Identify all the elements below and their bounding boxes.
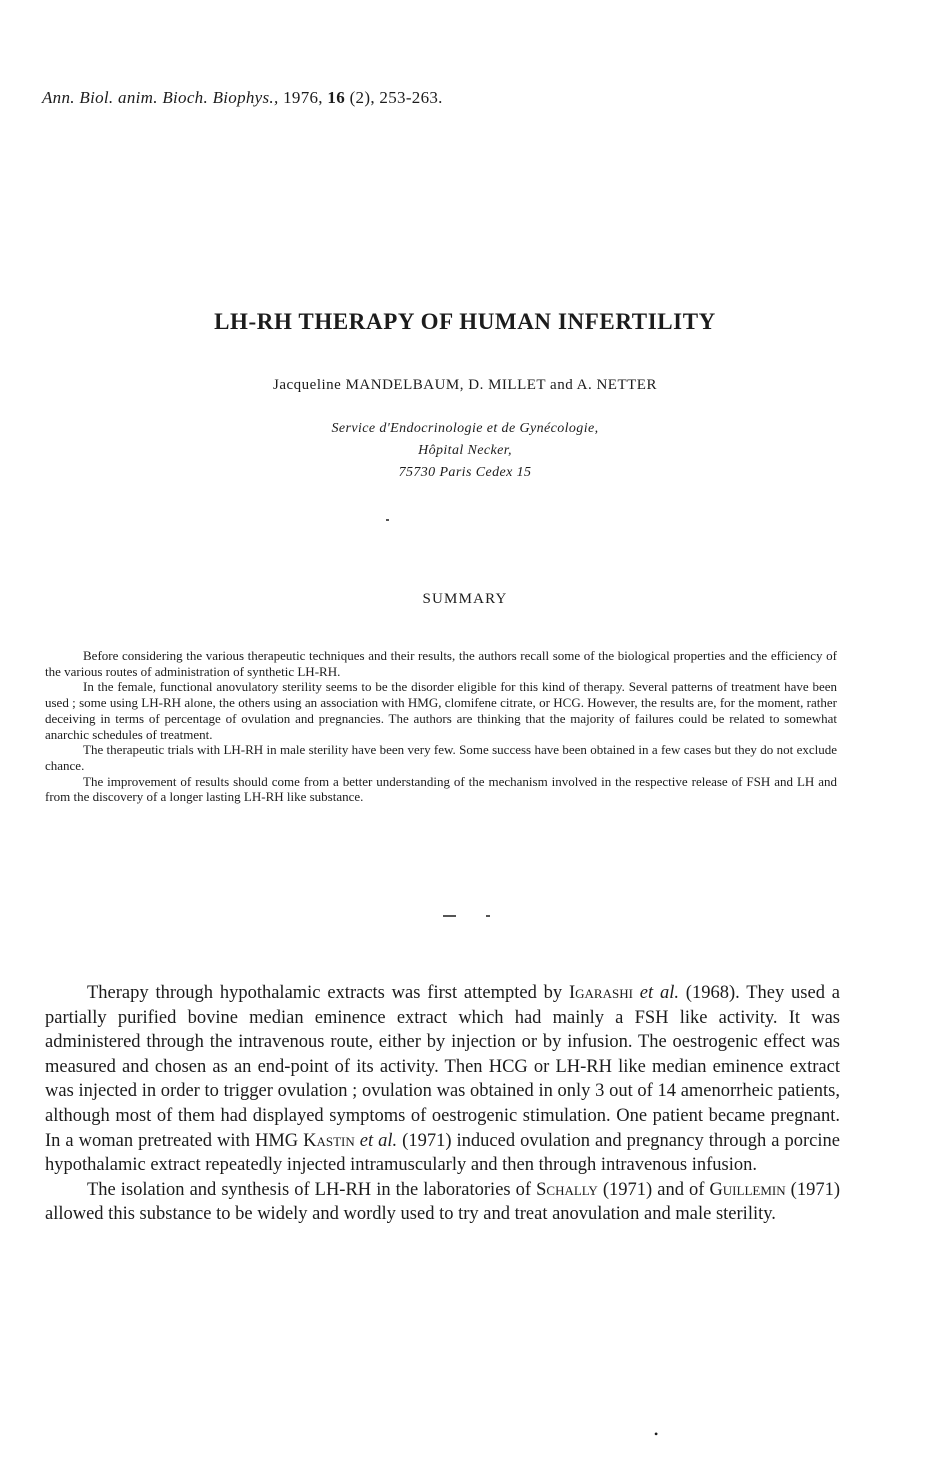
article-affiliation	[0, 418, 930, 484]
article-body	[45, 981, 840, 1227]
journal-citation	[42, 88, 443, 108]
journal-name: Ann. Biol. anim. Bioch. Biophys.,	[42, 88, 279, 107]
journal-volume: 16	[327, 88, 346, 107]
page-mark: •	[654, 1427, 659, 1441]
body-text-run: (1971) allowed this substance to be widely and wordly used to try and treat anovulation and male sterility.	[45, 1179, 840, 1225]
cited-author: Igarashi	[569, 983, 633, 1003]
separator-dash	[443, 915, 456, 917]
article-authors: Jacqueline MANDELBAUM, D. MILLET and A. NETTER	[273, 377, 657, 393]
summary-heading: SUMMARY	[422, 591, 508, 607]
et-al: et al.	[359, 1130, 398, 1151]
affiliation-line: Service d'Endocrinologie et de Gynécologie,	[331, 421, 599, 436]
cited-author: Kastin	[303, 1130, 355, 1151]
cited-author: Guillemin	[709, 1179, 786, 1200]
affiliation-line: Hôpital Necker,	[418, 443, 512, 458]
summary-section	[45, 648, 837, 805]
body-text-run: (1971) and of	[597, 1179, 710, 1200]
article-title: LH-RH THERAPY OF HUMAN INFERTILITY	[214, 309, 716, 334]
body-text-run: (1968). They used a partially purified bovine median eminence extract which had mainly a FSH like activity. It was administered through the intravenous route, either by injection or by infusion. The oestrogenic effect was measured and chosen as an end-point of its activity. Then HCG or LH-RH like median eminence extract was injected in order to trigger ovulation ; ovulation was obtained in only 3 out of 14 amenorrheic patients, although most of them had displayed symptoms of oestrogenic stimulation. One patient became pregnant. In a woman pretreated with HMG	[45, 983, 841, 1151]
et-al: et al.	[639, 983, 679, 1003]
body-paragraph	[45, 981, 840, 1178]
summary-paragraph: In the female, functional anovulatory sterility seems to be the disorder eligible for this kind of therapy. Several patterns of treatment have been used ; some using LH-RH alone, the others using an association with HMG, clomifene citrate, or HCG. However, the results are, for the moment, rather deceiving in terms of percentage of ovulation and pregnancies. The authors are thinking that the majority of failures could be related to somewhat anarchic schedules of treatment.	[45, 679, 837, 742]
body-text-run: Therapy through hypothalamic extracts was first attempted by	[87, 983, 569, 1003]
separator-dot	[386, 519, 389, 521]
body-paragraph	[45, 1178, 840, 1227]
separator-dash	[486, 915, 490, 917]
journal-year: 1976,	[283, 88, 323, 107]
body-text-run: The isolation and synthesis of LH-RH in the laboratories of	[87, 1179, 537, 1200]
cited-author: Schally	[536, 1179, 598, 1200]
summary-paragraph: The improvement of results should come from a better understanding of the mechanism involved in the respective release of FSH and LH and from the discovery of a longer lasting LH-RH like substance.	[45, 773, 837, 805]
journal-issue-pages: (2), 253-263.	[349, 88, 443, 107]
summary-paragraph: Before considering the various therapeutic techniques and their results, the authors recall some of the biological properties and the efficiency of the various routes of administration of synthetic LH-RH.	[45, 648, 837, 679]
affiliation-line: 75730 Paris Cedex 15	[398, 465, 532, 480]
summary-paragraph: The therapeutic trials with LH-RH in male sterility have been very few. Some success have been obtained in a few cases but they do not exclude chance.	[45, 742, 837, 773]
body-text-run: (1971) induced ovulation and pregnancy through a porcine hypothalamic extract repeatedly injected intramuscularly and then through intravenous infusion.	[45, 1130, 840, 1176]
